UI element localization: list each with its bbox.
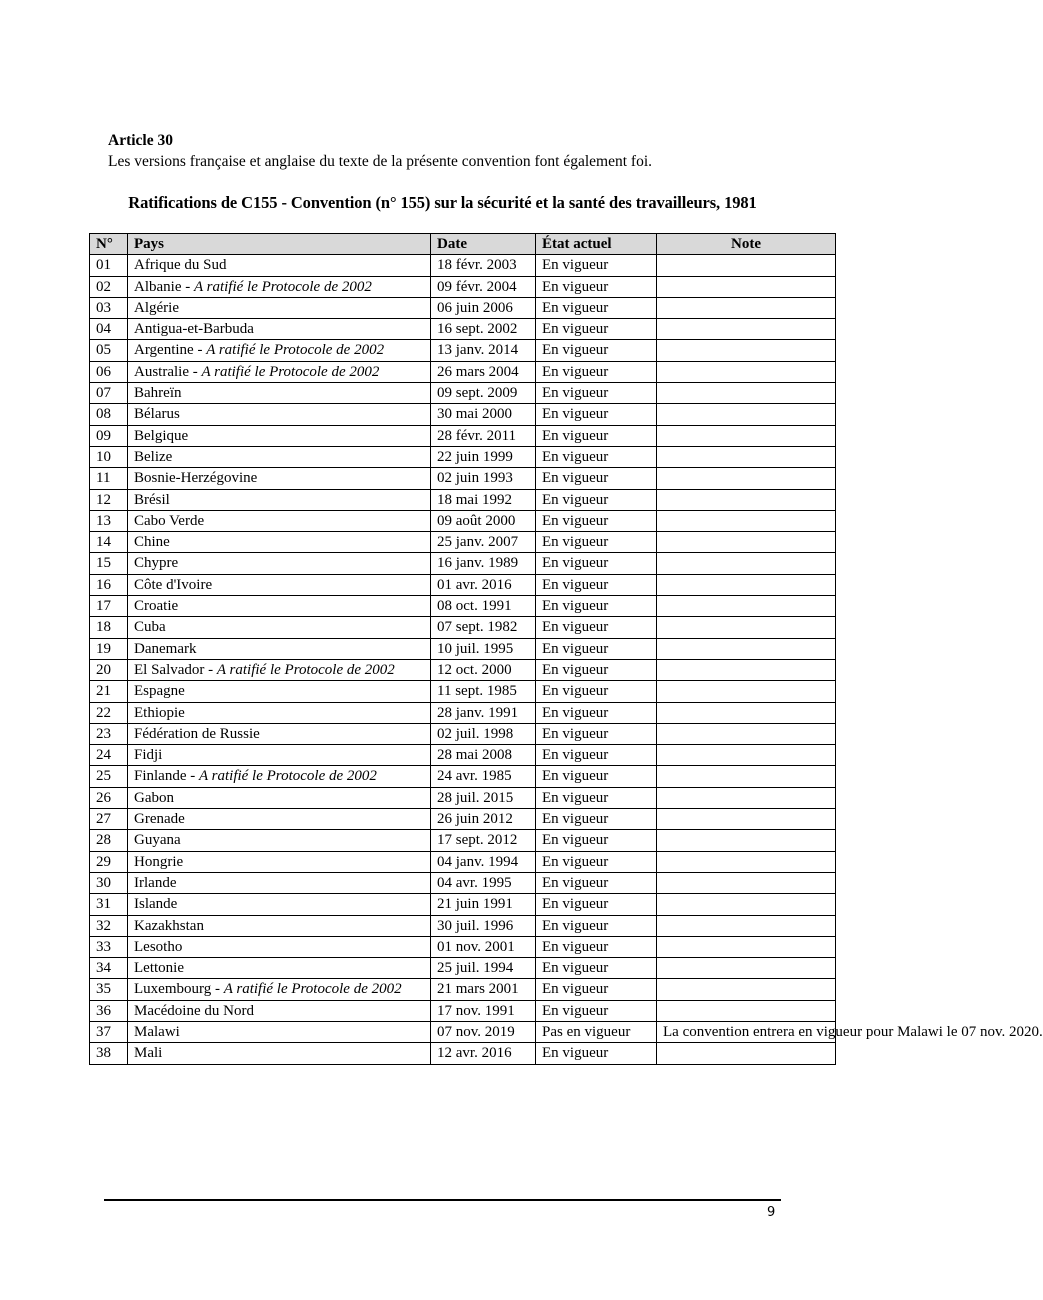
table-row (90, 510, 836, 531)
cell-note (657, 446, 836, 467)
cell-status: En vigueur (536, 787, 657, 808)
cell-status: En vigueur (536, 702, 657, 723)
cell-num: 21 (90, 681, 128, 702)
cell-num: 24 (90, 745, 128, 766)
cell-date: 11 sept. 1985 (431, 681, 536, 702)
cell-num: 22 (90, 702, 128, 723)
table-row (90, 809, 836, 830)
country-name: Ethiopie (134, 704, 185, 721)
cell-status: En vigueur (536, 574, 657, 595)
cell-num: 31 (90, 894, 128, 915)
cell-note (657, 894, 836, 915)
cell-date: 28 mai 2008 (431, 745, 536, 766)
country-name: Belize (134, 448, 173, 465)
table-row (90, 340, 836, 361)
cell-status: Pas en vigueur (536, 1021, 657, 1042)
table-row (90, 255, 836, 276)
cell-num: 13 (90, 510, 128, 531)
cell-num: 29 (90, 851, 128, 872)
cell-date: 28 juil. 2015 (431, 787, 536, 808)
country-name: Malawi (134, 1023, 180, 1040)
cell-date: 16 sept. 2002 (431, 319, 536, 340)
country-name: Albanie - (134, 278, 194, 295)
cell-num: 17 (90, 596, 128, 617)
table-row (90, 553, 836, 574)
cell-country (128, 361, 431, 382)
cell-status: En vigueur (536, 830, 657, 851)
cell-country (128, 276, 431, 297)
cell-date: 28 janv. 1991 (431, 702, 536, 723)
cell-num: 08 (90, 404, 128, 425)
cell-note (657, 958, 836, 979)
cell-date: 21 juin 1991 (431, 894, 536, 915)
country-name: Afrique du Sud (134, 257, 227, 274)
cell-note (657, 489, 836, 510)
cell-note (657, 532, 836, 553)
table-row (90, 958, 836, 979)
cell-date: 28 févr. 2011 (431, 425, 536, 446)
cell-date: 12 oct. 2000 (431, 659, 536, 680)
cell-note (657, 766, 836, 787)
country-name: Finlande - (134, 768, 199, 785)
cell-date: 09 août 2000 (431, 510, 536, 531)
cell-country (128, 617, 431, 638)
cell-country (128, 596, 431, 617)
country-name: Chypre (134, 555, 179, 572)
country-name: Cuba (134, 619, 166, 636)
cell-country (128, 425, 431, 446)
footer-divider (104, 1199, 781, 1201)
cell-country (128, 766, 431, 787)
country-name: Côte d'Ivoire (134, 576, 213, 593)
cell-date: 30 juil. 1996 (431, 915, 536, 936)
cell-status: En vigueur (536, 681, 657, 702)
cell-country (128, 574, 431, 595)
header-note: Note (657, 234, 836, 255)
cell-country (128, 787, 431, 808)
country-name: Kazakhstan (134, 917, 204, 934)
cell-num: 02 (90, 276, 128, 297)
cell-status: En vigueur (536, 617, 657, 638)
table-row (90, 659, 836, 680)
cell-note (657, 383, 836, 404)
table-row (90, 446, 836, 467)
country-name: Fédération de Russie (134, 725, 260, 742)
cell-date: 06 juin 2006 (431, 297, 536, 318)
country-name: Hongrie (134, 853, 184, 870)
cell-date: 26 mars 2004 (431, 361, 536, 382)
cell-country (128, 404, 431, 425)
cell-status: En vigueur (536, 1043, 657, 1064)
cell-date: 07 sept. 1982 (431, 617, 536, 638)
cell-country (128, 851, 431, 872)
table-row (90, 787, 836, 808)
cell-country (128, 510, 431, 531)
cell-num: 28 (90, 830, 128, 851)
cell-date: 24 avr. 1985 (431, 766, 536, 787)
table-row (90, 361, 836, 382)
cell-country (128, 340, 431, 361)
cell-note (657, 1000, 836, 1021)
table-row (90, 1043, 836, 1064)
cell-date: 02 juin 1993 (431, 468, 536, 489)
cell-country (128, 809, 431, 830)
country-name: Luxembourg - (134, 981, 224, 998)
cell-note (657, 468, 836, 489)
cell-status: En vigueur (536, 596, 657, 617)
cell-status: En vigueur (536, 958, 657, 979)
cell-num: 11 (90, 468, 128, 489)
cell-country (128, 1000, 431, 1021)
cell-status: En vigueur (536, 766, 657, 787)
header-num: N° (90, 234, 128, 255)
protocol-note: A ratifié le Protocole de 2002 (216, 661, 395, 678)
country-name: Brésil (134, 491, 170, 508)
header-status: État actuel (536, 234, 657, 255)
table-header-row (90, 234, 836, 255)
cell-date: 21 mars 2001 (431, 979, 536, 1000)
cell-num: 38 (90, 1043, 128, 1064)
cell-status: En vigueur (536, 276, 657, 297)
cell-num: 36 (90, 1000, 128, 1021)
cell-num: 04 (90, 319, 128, 340)
cell-note (657, 596, 836, 617)
cell-note (657, 425, 836, 446)
cell-date: 02 juil. 1998 (431, 723, 536, 744)
cell-country (128, 255, 431, 276)
cell-num: 26 (90, 787, 128, 808)
cell-num: 32 (90, 915, 128, 936)
cell-status: En vigueur (536, 319, 657, 340)
cell-status: En vigueur (536, 915, 657, 936)
header-country: Pays (128, 234, 431, 255)
cell-num: 10 (90, 446, 128, 467)
cell-status: En vigueur (536, 872, 657, 893)
cell-date: 09 sept. 2009 (431, 383, 536, 404)
cell-note (657, 638, 836, 659)
cell-date: 25 janv. 2007 (431, 532, 536, 553)
cell-date: 07 nov. 2019 (431, 1021, 536, 1042)
cell-country (128, 979, 431, 1000)
cell-note (657, 340, 836, 361)
cell-note (657, 936, 836, 957)
header-date: Date (431, 234, 536, 255)
cell-note (657, 404, 836, 425)
country-name: Chine (134, 534, 170, 551)
cell-note (657, 553, 836, 574)
cell-status: En vigueur (536, 383, 657, 404)
cell-country (128, 894, 431, 915)
table-row (90, 830, 836, 851)
cell-note (657, 787, 836, 808)
cell-country (128, 319, 431, 340)
cell-date: 18 mai 1992 (431, 489, 536, 510)
country-name: Gabon (134, 789, 174, 806)
cell-date: 13 janv. 2014 (431, 340, 536, 361)
cell-date: 17 sept. 2012 (431, 830, 536, 851)
table-row (90, 532, 836, 553)
table-row (90, 1000, 836, 1021)
table-row (90, 468, 836, 489)
table-row (90, 766, 836, 787)
cell-status: En vigueur (536, 510, 657, 531)
cell-country (128, 958, 431, 979)
cell-status: En vigueur (536, 851, 657, 872)
cell-status: En vigueur (536, 936, 657, 957)
table-row (90, 596, 836, 617)
cell-note (657, 745, 836, 766)
cell-status: En vigueur (536, 532, 657, 553)
cell-status: En vigueur (536, 723, 657, 744)
cell-note (657, 617, 836, 638)
cell-note (657, 297, 836, 318)
ratifications-title: Ratifications de C155 - Convention (n° 155) sur la sécurité et la santé des travailleurs, 1981 (128, 193, 757, 212)
cell-date: 18 févr. 2003 (431, 255, 536, 276)
cell-status: En vigueur (536, 468, 657, 489)
cell-num: 19 (90, 638, 128, 659)
protocol-note: A ratifié le Protocole de 2002 (206, 342, 385, 359)
country-name: Fidji (134, 747, 163, 764)
cell-status: En vigueur (536, 404, 657, 425)
country-name: Mali (134, 1045, 163, 1062)
table-row (90, 489, 836, 510)
ratifications-table (89, 233, 1043, 1065)
table-body (90, 255, 1043, 1064)
table-row (90, 425, 836, 446)
table-row (90, 702, 836, 723)
cell-status: En vigueur (536, 361, 657, 382)
cell-num: 16 (90, 574, 128, 595)
page-number: 9 (767, 1205, 776, 1220)
protocol-note: A ratifié le Protocole de 2002 (201, 363, 380, 380)
cell-country (128, 489, 431, 510)
cell-country (128, 872, 431, 893)
cell-status: En vigueur (536, 297, 657, 318)
table-row (90, 404, 836, 425)
cell-date: 04 avr. 1995 (431, 872, 536, 893)
cell-num: 20 (90, 659, 128, 680)
article-heading: Article 30 (108, 132, 173, 149)
cell-note (657, 915, 836, 936)
cell-num: 01 (90, 255, 128, 276)
country-name: Lesotho (134, 938, 183, 955)
cell-country (128, 297, 431, 318)
cell-num: 30 (90, 872, 128, 893)
country-name: Cabo Verde (134, 512, 205, 529)
cell-note (657, 851, 836, 872)
cell-country (128, 745, 431, 766)
cell-country (128, 659, 431, 680)
table-row (90, 1021, 836, 1042)
cell-status: En vigueur (536, 659, 657, 680)
cell-country (128, 830, 431, 851)
table-row (90, 638, 836, 659)
cell-num: 03 (90, 297, 128, 318)
country-name: Belgique (134, 427, 189, 444)
cell-note (657, 809, 836, 830)
cell-country (128, 532, 431, 553)
cell-num: 18 (90, 617, 128, 638)
cell-note (657, 702, 836, 723)
cell-date: 16 janv. 1989 (431, 553, 536, 574)
cell-date: 30 mai 2000 (431, 404, 536, 425)
country-name: Espagne (134, 683, 185, 700)
cell-num: 25 (90, 766, 128, 787)
cell-status: En vigueur (536, 979, 657, 1000)
table-row (90, 681, 836, 702)
country-name: Lettonie (134, 960, 184, 977)
cell-note: La convention entrera en vigueur pour Malawi le 07 nov. 2020. (657, 1021, 836, 1042)
cell-date: 09 févr. 2004 (431, 276, 536, 297)
cell-num: 37 (90, 1021, 128, 1042)
table-row (90, 851, 836, 872)
table-row (90, 745, 836, 766)
article-text: Les versions française et anglaise du texte de la présente convention font également foi. (108, 153, 653, 170)
cell-num: 06 (90, 361, 128, 382)
cell-date: 10 juil. 1995 (431, 638, 536, 659)
country-name: Bélarus (134, 406, 180, 423)
cell-country (128, 723, 431, 744)
cell-country (128, 936, 431, 957)
table-row (90, 617, 836, 638)
cell-date: 08 oct. 1991 (431, 596, 536, 617)
cell-status: En vigueur (536, 489, 657, 510)
cell-status: En vigueur (536, 809, 657, 830)
country-name: Algérie (134, 299, 179, 316)
cell-date: 04 janv. 1994 (431, 851, 536, 872)
country-name: Croatie (134, 598, 179, 615)
table-row (90, 723, 836, 744)
country-name: Macédoine du Nord (134, 1002, 254, 1019)
cell-date: 01 nov. 2001 (431, 936, 536, 957)
cell-status: En vigueur (536, 425, 657, 446)
cell-date: 01 avr. 2016 (431, 574, 536, 595)
country-name: Danemark (134, 640, 197, 657)
cell-note (657, 659, 836, 680)
country-name: Grenade (134, 811, 185, 828)
cell-num: 34 (90, 958, 128, 979)
cell-date: 25 juil. 1994 (431, 958, 536, 979)
cell-note (657, 574, 836, 595)
cell-country (128, 1021, 431, 1042)
cell-note (657, 276, 836, 297)
cell-status: En vigueur (536, 446, 657, 467)
cell-note (657, 830, 836, 851)
cell-status: En vigueur (536, 1000, 657, 1021)
cell-num: 33 (90, 936, 128, 957)
cell-date: 17 nov. 1991 (431, 1000, 536, 1021)
cell-status: En vigueur (536, 340, 657, 361)
protocol-note: A ratifié le Protocole de 2002 (193, 278, 372, 295)
cell-note (657, 723, 836, 744)
cell-num: 12 (90, 489, 128, 510)
cell-status: En vigueur (536, 553, 657, 574)
table-row (90, 915, 836, 936)
cell-note (657, 510, 836, 531)
country-name: Argentine - (134, 342, 207, 359)
table-row (90, 297, 836, 318)
cell-date: 26 juin 2012 (431, 809, 536, 830)
cell-note (657, 255, 836, 276)
cell-country (128, 1043, 431, 1064)
cell-status: En vigueur (536, 255, 657, 276)
cell-note (657, 319, 836, 340)
country-name: El Salvador - (134, 661, 217, 678)
cell-country (128, 446, 431, 467)
cell-country (128, 702, 431, 723)
country-name: Australie - (134, 363, 202, 380)
cell-status: En vigueur (536, 638, 657, 659)
country-name: Antigua-et-Barbuda (134, 321, 254, 338)
table-row (90, 319, 836, 340)
table-row (90, 574, 836, 595)
cell-num: 15 (90, 553, 128, 574)
country-name: Bosnie-Herzégovine (134, 470, 258, 487)
cell-date: 22 juin 1999 (431, 446, 536, 467)
cell-note (657, 361, 836, 382)
protocol-note: A ratifié le Protocole de 2002 (199, 768, 377, 785)
cell-num: 09 (90, 425, 128, 446)
table-row (90, 872, 836, 893)
cell-num: 05 (90, 340, 128, 361)
table-row (90, 979, 836, 1000)
cell-note (657, 681, 836, 702)
protocol-note: A ratifié le Protocole de 2002 (223, 981, 402, 998)
cell-note (657, 1043, 836, 1064)
country-name: Irlande (134, 874, 177, 891)
cell-status: En vigueur (536, 894, 657, 915)
cell-country (128, 638, 431, 659)
cell-num: 07 (90, 383, 128, 404)
cell-country (128, 383, 431, 404)
cell-country (128, 468, 431, 489)
country-name: Bahreïn (134, 385, 182, 402)
cell-num: 35 (90, 979, 128, 1000)
cell-country (128, 553, 431, 574)
cell-num: 23 (90, 723, 128, 744)
cell-note (657, 872, 836, 893)
cell-date: 12 avr. 2016 (431, 1043, 536, 1064)
cell-country (128, 915, 431, 936)
table-row (90, 383, 836, 404)
country-name: Guyana (134, 832, 181, 849)
country-name: Islande (134, 896, 178, 913)
table-row (90, 936, 836, 957)
cell-num: 27 (90, 809, 128, 830)
cell-note (657, 979, 836, 1000)
cell-country (128, 681, 431, 702)
cell-status: En vigueur (536, 745, 657, 766)
table-row (90, 276, 836, 297)
cell-num: 14 (90, 532, 128, 553)
table-row (90, 894, 836, 915)
